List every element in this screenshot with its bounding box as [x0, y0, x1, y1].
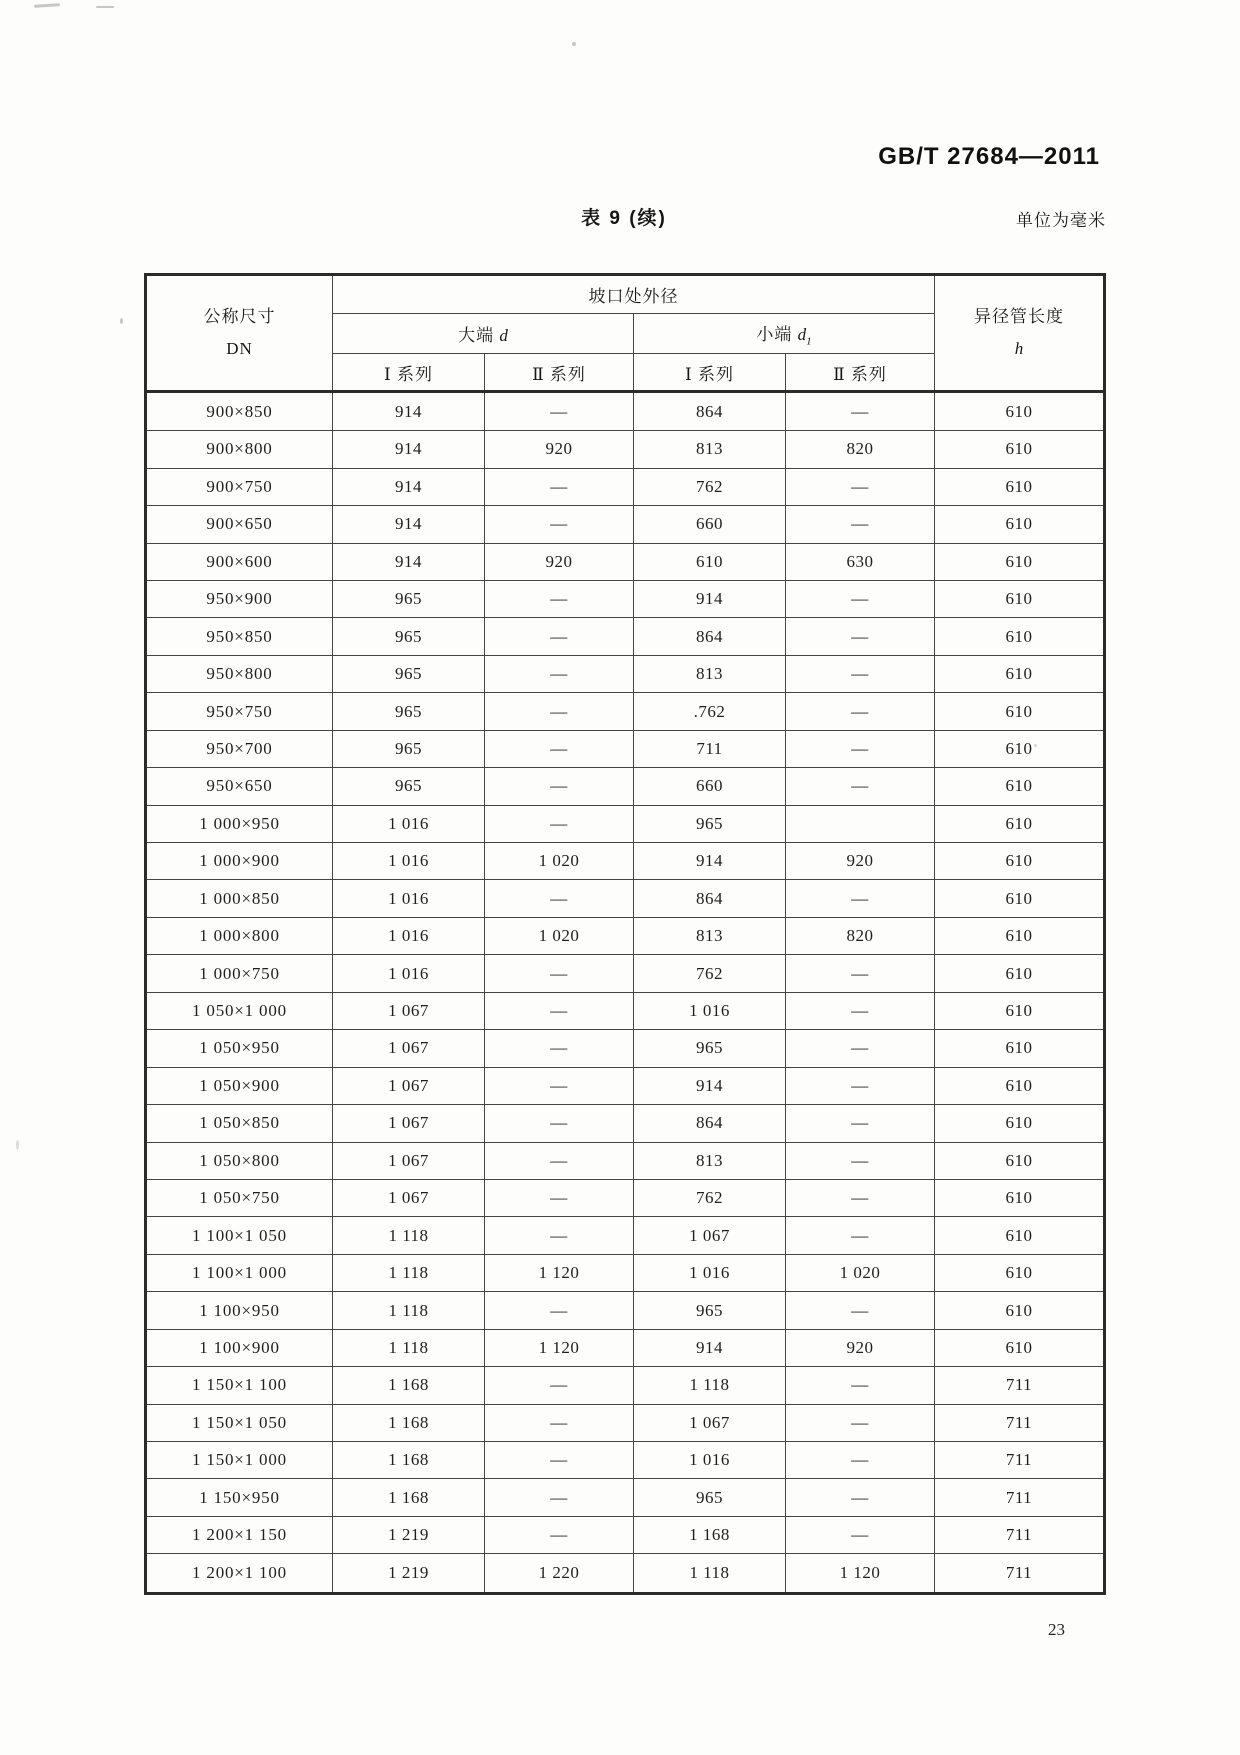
dn-cell: 1 050×800 — [146, 1142, 333, 1179]
small-end-series2-cell: — — [786, 618, 935, 655]
header-reducer-length — [935, 275, 1105, 392]
big-end-series1-cell: 1 016 — [333, 843, 485, 880]
big-end-series2-cell: 1 120 — [485, 1329, 634, 1366]
small-end-series2-cell: — — [786, 1105, 935, 1142]
small-end-series1-cell: 864 — [634, 392, 786, 431]
small-end-series1-cell: 864 — [634, 618, 786, 655]
big-end-series1-cell: 914 — [333, 431, 485, 468]
small-end-series1-cell: 1 016 — [634, 992, 786, 1029]
dn-cell: 1 000×950 — [146, 805, 333, 842]
table-row — [146, 506, 1105, 543]
table-row — [146, 1067, 1105, 1104]
small-end-series2-cell: — — [786, 730, 935, 767]
length-cell: 711 — [935, 1367, 1105, 1404]
small-end-series1-cell: 914 — [634, 843, 786, 880]
big-end-series1-cell: 1 118 — [333, 1329, 485, 1366]
length-cell: 610 — [935, 880, 1105, 917]
scan-artifact — [96, 6, 114, 8]
header-small-end-series-1: Ⅰ 系列 — [634, 354, 786, 392]
big-end-series1-cell: 914 — [333, 543, 485, 580]
table-row — [146, 1142, 1105, 1179]
table-row — [146, 1105, 1105, 1142]
small-end-series1-cell: 660 — [634, 768, 786, 805]
small-end-series2-cell: — — [786, 1516, 935, 1553]
length-cell: 610 — [935, 431, 1105, 468]
big-end-series1-cell: 1 067 — [333, 1142, 485, 1179]
small-end-series1-cell: 965 — [634, 1030, 786, 1067]
small-end-series2-cell: — — [786, 655, 935, 692]
big-end-series1-cell: 965 — [333, 655, 485, 692]
table-row — [146, 1217, 1105, 1254]
header-big-end — [333, 314, 634, 354]
table-caption: 表 9 (续) — [581, 208, 667, 229]
header-nominal-size-label: 公称尺寸 — [203, 306, 276, 326]
big-end-series2-cell: — — [485, 1367, 634, 1404]
dn-cell: 1 100×950 — [146, 1292, 333, 1329]
big-end-series2-cell: — — [485, 580, 634, 617]
length-cell: 610 — [935, 805, 1105, 842]
small-end-series1-cell: 965 — [634, 805, 786, 842]
dn-cell: 900×600 — [146, 543, 333, 580]
header-small-end-var: $d_1$ — [797, 324, 812, 348]
table-row — [146, 955, 1105, 992]
big-end-series2-cell: — — [485, 1105, 634, 1142]
table-row — [146, 543, 1105, 580]
small-end-series1-cell: 1 016 — [634, 1442, 786, 1479]
table-row — [146, 805, 1105, 842]
big-end-series2-cell: — — [485, 768, 634, 805]
big-end-series2-cell: 1 020 — [485, 917, 634, 954]
small-end-series1-cell: 914 — [634, 1067, 786, 1104]
dn-cell: 1 150×1 000 — [146, 1442, 333, 1479]
table-row — [146, 1442, 1105, 1479]
dn-cell: 1 150×1 100 — [146, 1367, 333, 1404]
header-big-end-var: d — [499, 326, 508, 345]
scan-artifact — [572, 42, 576, 46]
header-nominal-size-sub: DN — [226, 339, 253, 358]
small-end-series1-cell: 660 — [634, 506, 786, 543]
table-row — [146, 392, 1105, 431]
header-small-end — [634, 314, 935, 354]
small-end-series2-cell: 920 — [786, 1329, 935, 1366]
big-end-series1-cell: 914 — [333, 392, 485, 431]
big-end-series2-cell: — — [485, 1292, 634, 1329]
length-cell: 610 — [935, 1179, 1105, 1216]
table-row — [146, 1030, 1105, 1067]
big-end-series2-cell: 920 — [485, 431, 634, 468]
big-end-series2-cell: — — [485, 992, 634, 1029]
big-end-series1-cell: 1 067 — [333, 1067, 485, 1104]
small-end-series2-cell: 820 — [786, 917, 935, 954]
dn-cell: 1 000×850 — [146, 880, 333, 917]
big-end-series2-cell: — — [485, 730, 634, 767]
length-cell: 610 — [935, 1142, 1105, 1179]
length-cell: 610 — [935, 1030, 1105, 1067]
length-cell: 610 — [935, 768, 1105, 805]
big-end-series1-cell: 1 016 — [333, 880, 485, 917]
unit-note: 单位为毫米 — [1016, 211, 1106, 230]
big-end-series2-cell: — — [485, 880, 634, 917]
table-row — [146, 1179, 1105, 1216]
dn-cell: 900×650 — [146, 506, 333, 543]
dn-cell: 1 000×800 — [146, 917, 333, 954]
length-cell: 610 — [935, 580, 1105, 617]
big-end-series2-cell: — — [485, 506, 634, 543]
header-small-end-series-2: Ⅱ 系列 — [786, 354, 935, 392]
dn-cell: 1 050×900 — [146, 1067, 333, 1104]
big-end-series1-cell: 1 168 — [333, 1479, 485, 1516]
small-end-series1-cell: 813 — [634, 431, 786, 468]
small-end-series2-cell: — — [786, 1404, 935, 1441]
table-row — [146, 917, 1105, 954]
dn-cell: 1 000×750 — [146, 955, 333, 992]
big-end-series1-cell: 1 067 — [333, 1105, 485, 1142]
small-end-series1-cell: .762 — [634, 693, 786, 730]
header-small-end-label: 小端 — [756, 324, 793, 344]
small-end-series2-cell: 1 120 — [786, 1554, 935, 1594]
header-reducer-length-label: 异径管长度 — [974, 306, 1064, 326]
dn-cell: 1 150×1 050 — [146, 1404, 333, 1441]
big-end-series1-cell: 914 — [333, 468, 485, 505]
dn-cell: 950×800 — [146, 655, 333, 692]
big-end-series2-cell: — — [485, 805, 634, 842]
big-end-series1-cell: 965 — [333, 730, 485, 767]
dn-cell: 950×750 — [146, 693, 333, 730]
small-end-series1-cell: 813 — [634, 917, 786, 954]
small-end-series1-cell: 762 — [634, 955, 786, 992]
small-end-series2-cell: — — [786, 1142, 935, 1179]
length-cell: 711 — [935, 1479, 1105, 1516]
small-end-series1-cell: 762 — [634, 1179, 786, 1216]
length-cell: 610 — [935, 730, 1105, 767]
small-end-series1-cell: 1 016 — [634, 1254, 786, 1291]
length-cell: 610 — [935, 1254, 1105, 1291]
small-end-series2-cell: — — [786, 992, 935, 1029]
length-cell: 610 — [935, 543, 1105, 580]
table-row — [146, 1367, 1105, 1404]
small-end-series2-cell: — — [786, 1179, 935, 1216]
big-end-series2-cell: 1 120 — [485, 1254, 634, 1291]
length-cell: 610 — [935, 693, 1105, 730]
table-row — [146, 1292, 1105, 1329]
small-end-series2-cell: — — [786, 1030, 935, 1067]
length-cell: 711 — [935, 1516, 1105, 1553]
length-cell: 610 — [935, 955, 1105, 992]
table-row — [146, 1329, 1105, 1366]
small-end-series1-cell: 1 118 — [634, 1367, 786, 1404]
big-end-series2-cell: — — [485, 1067, 634, 1104]
small-end-series1-cell: 1 067 — [634, 1217, 786, 1254]
table-row — [146, 1516, 1105, 1553]
small-end-series2-cell: — — [786, 506, 935, 543]
table-row — [146, 468, 1105, 505]
dn-cell: 1 100×900 — [146, 1329, 333, 1366]
length-cell: 610 — [935, 1292, 1105, 1329]
dimension-table — [144, 273, 1103, 1595]
small-end-series2-cell: — — [786, 768, 935, 805]
small-end-series2-cell: 1 020 — [786, 1254, 935, 1291]
length-cell: 610 — [935, 618, 1105, 655]
length-cell: 610 — [935, 917, 1105, 954]
big-end-series1-cell: 1 067 — [333, 1030, 485, 1067]
big-end-series1-cell: 965 — [333, 768, 485, 805]
small-end-series2-cell: — — [786, 1479, 935, 1516]
big-end-series2-cell: — — [485, 1179, 634, 1216]
dn-cell: 950×900 — [146, 580, 333, 617]
big-end-series2-cell: — — [485, 1404, 634, 1441]
big-end-series1-cell: 1 168 — [333, 1367, 485, 1404]
header-big-end-series-1: Ⅰ 系列 — [333, 354, 485, 392]
length-cell: 610 — [935, 1105, 1105, 1142]
dn-cell: 1 200×1 100 — [146, 1554, 333, 1594]
big-end-series2-cell: — — [485, 955, 634, 992]
table-row — [146, 1404, 1105, 1441]
big-end-series2-cell: — — [485, 1516, 634, 1553]
dn-cell: 1 050×1 000 — [146, 992, 333, 1029]
small-end-series1-cell: 1 067 — [634, 1404, 786, 1441]
big-end-series1-cell: 1 168 — [333, 1404, 485, 1441]
dn-cell: 900×800 — [146, 431, 333, 468]
length-cell: 610 — [935, 1217, 1105, 1254]
small-end-series2-cell: — — [786, 1292, 935, 1329]
standard-number: GB/T 27684—2011 — [878, 143, 1100, 170]
small-end-series1-cell: 864 — [634, 1105, 786, 1142]
big-end-series1-cell: 1 016 — [333, 955, 485, 992]
small-end-series2-cell — [786, 805, 935, 842]
table-row — [146, 1254, 1105, 1291]
length-cell: 610 — [935, 992, 1105, 1029]
table-row — [146, 1479, 1105, 1516]
table-row — [146, 580, 1105, 617]
length-cell: 610 — [935, 392, 1105, 431]
small-end-series2-cell: — — [786, 955, 935, 992]
big-end-series2-cell: — — [485, 1142, 634, 1179]
big-end-series1-cell: 965 — [333, 693, 485, 730]
dn-cell: 1 100×1 050 — [146, 1217, 333, 1254]
big-end-series1-cell: 965 — [333, 580, 485, 617]
length-cell: 610 — [935, 506, 1105, 543]
small-end-series1-cell: 914 — [634, 580, 786, 617]
big-end-series2-cell: — — [485, 468, 634, 505]
small-end-series1-cell: 864 — [634, 880, 786, 917]
table-body — [146, 392, 1105, 1594]
small-end-series1-cell: 965 — [634, 1292, 786, 1329]
small-end-series2-cell: — — [786, 693, 935, 730]
small-end-series1-cell: 965 — [634, 1479, 786, 1516]
scan-artifact — [120, 318, 123, 324]
big-end-series1-cell: 1 219 — [333, 1554, 485, 1594]
table-row — [146, 655, 1105, 692]
big-end-series1-cell: 1 168 — [333, 1442, 485, 1479]
table-row — [146, 618, 1105, 655]
small-end-series1-cell: 1 168 — [634, 1516, 786, 1553]
big-end-series2-cell: — — [485, 1030, 634, 1067]
dn-cell: 900×850 — [146, 392, 333, 431]
small-end-series2-cell: 820 — [786, 431, 935, 468]
small-end-series1-cell: 813 — [634, 1142, 786, 1179]
table-row — [146, 880, 1105, 917]
big-end-series1-cell: 1 016 — [333, 917, 485, 954]
length-cell: 610 — [935, 655, 1105, 692]
dn-cell: 950×850 — [146, 618, 333, 655]
small-end-series2-cell: — — [786, 580, 935, 617]
table-row — [146, 992, 1105, 1029]
length-cell: 610 — [935, 1067, 1105, 1104]
small-end-series2-cell: — — [786, 392, 935, 431]
dn-cell: 1 050×750 — [146, 1179, 333, 1216]
small-end-series1-cell: 711 — [634, 730, 786, 767]
length-cell: 711 — [935, 1404, 1105, 1441]
big-end-series2-cell: — — [485, 1479, 634, 1516]
scan-artifact — [34, 3, 60, 8]
big-end-series1-cell: 965 — [333, 618, 485, 655]
header-big-end-label: 大端 — [458, 326, 495, 345]
big-end-series1-cell: 1 219 — [333, 1516, 485, 1553]
big-end-series2-cell: — — [485, 1442, 634, 1479]
big-end-series2-cell: — — [485, 1217, 634, 1254]
big-end-series1-cell: 914 — [333, 506, 485, 543]
header-reducer-length-var: h — [1014, 339, 1024, 358]
table-row — [146, 843, 1105, 880]
big-end-series1-cell: 1 067 — [333, 992, 485, 1029]
scan-artifact — [16, 1140, 19, 1150]
dn-cell: 1 050×850 — [146, 1105, 333, 1142]
table-header — [146, 275, 1105, 392]
big-end-series2-cell: 920 — [485, 543, 634, 580]
table-row — [146, 1554, 1105, 1594]
length-cell: 610 — [935, 1329, 1105, 1366]
header-nominal-size — [146, 275, 333, 392]
header-big-end-series-2: Ⅱ 系列 — [485, 354, 634, 392]
dn-cell: 950×700 — [146, 730, 333, 767]
small-end-series2-cell: — — [786, 468, 935, 505]
table-row — [146, 431, 1105, 468]
small-end-series2-cell: — — [786, 1442, 935, 1479]
table-row — [146, 693, 1105, 730]
big-end-series2-cell: — — [485, 618, 634, 655]
big-end-series1-cell: 1 118 — [333, 1217, 485, 1254]
small-end-series1-cell: 914 — [634, 1329, 786, 1366]
small-end-series1-cell: 762 — [634, 468, 786, 505]
big-end-series2-cell: 1 220 — [485, 1554, 634, 1594]
dn-cell: 1 100×1 000 — [146, 1254, 333, 1291]
dn-cell: 1 050×950 — [146, 1030, 333, 1067]
small-end-series2-cell: 630 — [786, 543, 935, 580]
small-end-series1-cell: 610 — [634, 543, 786, 580]
page-number: 23 — [1048, 1620, 1065, 1639]
big-end-series1-cell: 1 016 — [333, 805, 485, 842]
table-row — [146, 730, 1105, 767]
table-row — [146, 768, 1105, 805]
big-end-series1-cell: 1 118 — [333, 1292, 485, 1329]
small-end-series2-cell: — — [786, 1367, 935, 1404]
dn-cell: 950×650 — [146, 768, 333, 805]
length-cell: 610 — [935, 843, 1105, 880]
dn-cell: 1 000×900 — [146, 843, 333, 880]
big-end-series2-cell: 1 020 — [485, 843, 634, 880]
length-cell: 610 — [935, 468, 1105, 505]
small-end-series2-cell: — — [786, 880, 935, 917]
small-end-series1-cell: 1 118 — [634, 1554, 786, 1594]
dn-cell: 1 150×950 — [146, 1479, 333, 1516]
small-end-series2-cell: — — [786, 1217, 935, 1254]
big-end-series2-cell: — — [485, 392, 634, 431]
big-end-series1-cell: 1 067 — [333, 1179, 485, 1216]
header-outer-diameter-group: 坡口处外径 — [333, 275, 935, 314]
small-end-series2-cell: 920 — [786, 843, 935, 880]
big-end-series2-cell: — — [485, 655, 634, 692]
length-cell: 711 — [935, 1554, 1105, 1594]
small-end-series1-cell: 813 — [634, 655, 786, 692]
small-end-series2-cell: — — [786, 1067, 935, 1104]
dn-cell: 1 200×1 150 — [146, 1516, 333, 1553]
dn-cell: 900×750 — [146, 468, 333, 505]
big-end-series2-cell: — — [485, 693, 634, 730]
length-cell: 711 — [935, 1442, 1105, 1479]
big-end-series1-cell: 1 118 — [333, 1254, 485, 1291]
